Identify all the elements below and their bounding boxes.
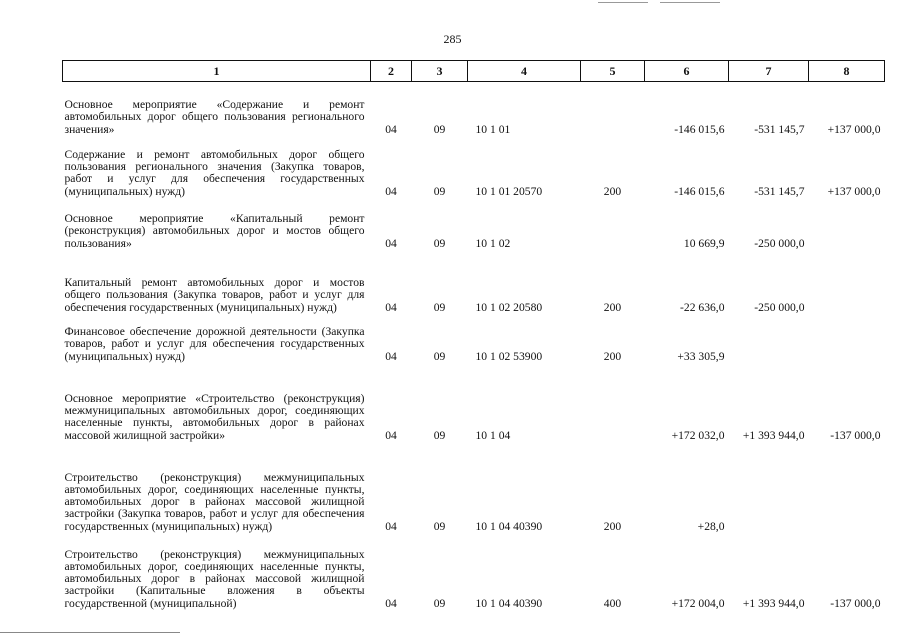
scan-mark-top-left bbox=[598, 2, 648, 3]
cell-section: 04 bbox=[385, 596, 397, 610]
cell-amount-7: -531 145,7 bbox=[754, 184, 805, 198]
cell-subsection: 09 bbox=[433, 519, 446, 533]
cell-section: 04 bbox=[385, 300, 397, 314]
cell-amount-7 bbox=[729, 444, 809, 535]
cell-target-code: 10 1 02 53900 bbox=[475, 349, 543, 363]
row-description: Основное мероприятие «Строительство (реконструкция) межмуниципальных автомобильных дорог, соединяющих населенные пункты, автомобильных дорог в районах массовой жилищной застройки» bbox=[64, 391, 365, 442]
cell-amount-7: -531 145,7 bbox=[754, 122, 805, 136]
scan-mark-top-right bbox=[660, 2, 720, 3]
cell-section: 04 bbox=[385, 428, 397, 442]
cell-amount-8 bbox=[809, 252, 885, 316]
row-description: Строительство (реконструкция) межмуниципальных автомобильных дорог, соединяющих населенные пункты, автомобильных дорог в районах массовой жилищной застройки (Закупка товаров, работ и услуг для обеспечения государственных (муниципальных) нужд) bbox=[64, 470, 365, 533]
budget-table bbox=[62, 60, 885, 612]
cell-target-code: 10 1 01 bbox=[475, 122, 511, 136]
cell-amount-8 bbox=[809, 316, 885, 365]
cell-amount-6: +172 004,0 bbox=[671, 596, 725, 610]
header-col-6: 6 bbox=[645, 61, 729, 82]
cell-expense-type: 200 bbox=[603, 300, 622, 314]
cell-subsection: 09 bbox=[433, 428, 446, 442]
cell-amount-8 bbox=[809, 200, 885, 252]
header-col-2: 2 bbox=[371, 61, 412, 82]
table-row bbox=[63, 316, 885, 365]
cell-target-code: 10 1 02 20580 bbox=[475, 300, 543, 314]
cell-expense-type bbox=[581, 200, 645, 252]
cell-amount-6: 10 669,9 bbox=[683, 236, 725, 250]
cell-target-code: 10 1 04 40390 bbox=[475, 596, 543, 610]
cell-subsection: 09 bbox=[433, 122, 446, 136]
cell-amount-8: +137 000,0 bbox=[827, 184, 881, 198]
cell-amount-8 bbox=[809, 444, 885, 535]
table-row bbox=[63, 444, 885, 535]
table-row bbox=[63, 138, 885, 200]
row-description: Финансовое обеспечение дорожной деятельности (Закупка товаров, работ и услуг для обеспечения государственных (муниципальных) нужд) bbox=[64, 325, 365, 363]
cell-amount-7: +1 393 944,0 bbox=[742, 596, 805, 610]
scan-mark-bottom bbox=[0, 632, 180, 633]
cell-target-code: 10 1 04 bbox=[475, 428, 511, 442]
cell-expense-type: 200 bbox=[603, 349, 622, 363]
cell-subsection: 09 bbox=[433, 300, 446, 314]
row-description: Основное мероприятие «Содержание и ремонт автомобильных дорог общего пользования регионального значения» bbox=[64, 98, 365, 136]
cell-expense-type: 200 bbox=[603, 184, 622, 198]
cell-subsection: 09 bbox=[433, 596, 446, 610]
row-description: Капитальный ремонт автомобильных дорог и мостов общего пользования (Закупка товаров, работ и услуг для обеспечения государственных (муниципальных) нужд) bbox=[64, 276, 365, 314]
table-row bbox=[63, 200, 885, 252]
cell-amount-6: +33 305,9 bbox=[677, 349, 725, 363]
cell-amount-7: +1 393 944,0 bbox=[742, 428, 805, 442]
header-col-3: 3 bbox=[412, 61, 468, 82]
header-col-5: 5 bbox=[581, 61, 645, 82]
cell-expense-type bbox=[581, 82, 645, 139]
cell-section: 04 bbox=[385, 236, 397, 250]
cell-amount-8: +137 000,0 bbox=[827, 122, 881, 136]
cell-amount-6: -146 015,6 bbox=[674, 184, 725, 198]
cell-section: 04 bbox=[385, 349, 397, 363]
cell-section: 04 bbox=[385, 519, 397, 533]
cell-amount-7 bbox=[729, 316, 809, 365]
cell-subsection: 09 bbox=[433, 349, 446, 363]
cell-amount-6: -146 015,6 bbox=[674, 122, 725, 136]
page-number: 285 bbox=[443, 32, 462, 46]
table-row bbox=[63, 365, 885, 444]
cell-amount-6: +172 032,0 bbox=[671, 428, 725, 442]
header-col-8: 8 bbox=[809, 61, 885, 82]
cell-section: 04 bbox=[385, 122, 397, 136]
cell-amount-7: -250 000,0 bbox=[754, 236, 805, 250]
cell-target-code: 10 1 02 bbox=[475, 236, 511, 250]
cell-subsection: 09 bbox=[433, 236, 446, 250]
cell-amount-6: -22 636,0 bbox=[680, 300, 725, 314]
cell-amount-8: -137 000,0 bbox=[830, 428, 881, 442]
header-col-1: 1 bbox=[63, 61, 371, 82]
header-col-7: 7 bbox=[729, 61, 809, 82]
row-description: Содержание и ремонт автомобильных дорог общего пользования регионального значения (Закупка товаров, работ и услуг для обеспечения государственных (муниципальных) нужд) bbox=[64, 147, 365, 198]
cell-amount-8: -137 000,0 bbox=[830, 596, 881, 610]
cell-expense-type: 400 bbox=[603, 596, 622, 610]
cell-subsection: 09 bbox=[433, 184, 446, 198]
table-row bbox=[63, 252, 885, 316]
cell-target-code: 10 1 04 40390 bbox=[475, 519, 543, 533]
cell-target-code: 10 1 01 20570 bbox=[475, 184, 543, 198]
row-description: Основное мероприятие «Капитальный ремонт (реконструкция) автомобильных дорог и мостов общего пользования» bbox=[64, 212, 365, 250]
cell-amount-7: -250 000,0 bbox=[754, 300, 805, 314]
row-description: Строительство (реконструкция) межмуниципальных автомобильных дорог, соединяющих населенные пункты, автомобильных дорог в районах массовой жилищной застройки (Капитальные вложения в объекты государственной (муниципальной) bbox=[64, 547, 365, 610]
cell-section: 04 bbox=[385, 184, 397, 198]
budget-table-container bbox=[62, 60, 884, 612]
header-col-4: 4 bbox=[468, 61, 581, 82]
table-header-row bbox=[63, 61, 885, 82]
cell-expense-type: 200 bbox=[603, 519, 622, 533]
table-row bbox=[63, 535, 885, 612]
table-row bbox=[63, 82, 885, 139]
cell-expense-type bbox=[581, 365, 645, 444]
cell-amount-6: +28,0 bbox=[697, 519, 725, 533]
